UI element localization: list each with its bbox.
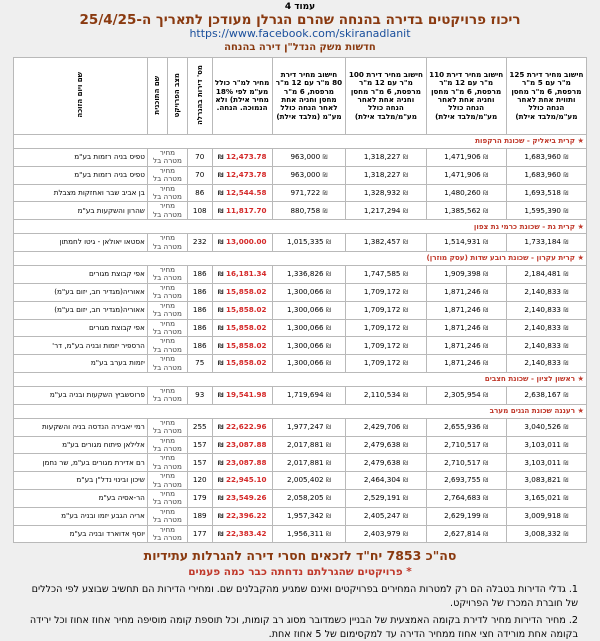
price-cell: ₪ 2,140,833 — [506, 301, 586, 319]
price-cell: ₪ 1,300,066 — [272, 283, 346, 301]
status-cell: מחיר מטרה בל — [147, 355, 187, 373]
status-cell: מחיר מטרה בל — [147, 386, 187, 404]
table-row — [14, 319, 587, 337]
project-name-cell: אאוריה(מגדיר חב, יזום בע"מ) — [14, 301, 148, 319]
price-per-sqm-cell: 15,858.02 ₪ — [212, 337, 272, 355]
table-row — [14, 490, 587, 508]
price-per-sqm-cell: 11,817.70 ₪ — [212, 202, 272, 220]
table-row — [14, 386, 587, 404]
price-cell: ₪ 2,710,517 — [426, 454, 506, 472]
footnotes — [22, 583, 578, 641]
price-cell: ₪ 2,655,936 — [426, 418, 506, 436]
status-cell: מחיר מטרה בל — [147, 283, 187, 301]
section-header-row — [14, 220, 587, 234]
column-header: מצב הפרויקט — [167, 58, 187, 135]
section-header-row — [14, 252, 587, 266]
price-cell: ₪ 1,471,906 — [426, 149, 506, 167]
price-per-sqm-cell: 12,544.58 ₪ — [212, 184, 272, 202]
table-row — [14, 149, 587, 167]
price-cell: ₪ 2,479,638 — [346, 454, 426, 472]
price-cell: ₪ 1,709,172 — [346, 337, 426, 355]
price-cell: ₪ 2,058,205 — [272, 490, 346, 508]
price-cell: ₪ 1,871,246 — [426, 337, 506, 355]
document-header — [0, 0, 600, 54]
status-cell: מחיר מטרה בל — [147, 266, 187, 284]
price-per-sqm-cell: 15,858.02 ₪ — [212, 355, 272, 373]
price-cell: ₪ 2,464,304 — [346, 472, 426, 490]
price-cell: ₪ 2,629,199 — [426, 507, 506, 525]
status-cell: מחיר מטרה בל — [147, 301, 187, 319]
status-cell: מחיר מטרה בל — [147, 319, 187, 337]
price-cell: ₪ 1,733,184 — [506, 234, 586, 252]
table-row — [14, 525, 587, 543]
price-cell: ₪ 1,709,172 — [346, 355, 426, 373]
units-count-cell: 179 — [187, 490, 212, 508]
project-name-cell: אלילאן פיתוח מגורים בע"מ — [14, 436, 148, 454]
price-cell: ₪ 1,977,247 — [272, 418, 346, 436]
units-count-cell: 189 — [187, 507, 212, 525]
price-per-sqm-cell: 12,473.78 ₪ — [212, 166, 272, 184]
column-header: שם התוכנית — [147, 58, 167, 135]
price-cell: ₪ 1,909,398 — [426, 266, 506, 284]
price-cell: ₪ 1,300,066 — [272, 355, 346, 373]
project-name-cell: רמי יאבירה הנדסה בניה והשקעות — [14, 418, 148, 436]
units-count-cell: 86 — [187, 184, 212, 202]
price-cell: ₪ 1,385,562 — [426, 202, 506, 220]
units-count-cell: 70 — [187, 166, 212, 184]
table-header-row — [14, 58, 587, 135]
price-cell: ₪ 1,217,294 — [346, 202, 426, 220]
units-count-cell: 186 — [187, 319, 212, 337]
price-cell: ₪ 1,709,172 — [346, 301, 426, 319]
project-name-cell: אפי קבוצת מגורים — [14, 266, 148, 284]
table-row — [14, 301, 587, 319]
units-count-cell: 70 — [187, 149, 212, 167]
project-name-cell: שהרון והשקעות בע"מ — [14, 202, 148, 220]
status-cell: מחיר מטרה בל — [147, 166, 187, 184]
status-cell: מחיר מטרה בל — [147, 507, 187, 525]
status-cell: מחיר מטרה בל — [147, 184, 187, 202]
units-count-cell: 186 — [187, 337, 212, 355]
project-name-cell: שיכון ובינוי נדל"ן בע"מ — [14, 472, 148, 490]
price-cell: ₪ 1,300,066 — [272, 337, 346, 355]
facebook-link[interactable]: https://www.facebook.com/skiranadlanit — [189, 27, 411, 40]
price-per-sqm-cell: 23,549.26 ₪ — [212, 490, 272, 508]
units-count-cell: 120 — [187, 472, 212, 490]
document-subtitle: חדשות משק הנדל"ן דירה בהנחה — [224, 42, 376, 53]
price-per-sqm-cell: 22,945.10 ₪ — [212, 472, 272, 490]
footnote-1: 1. גדלי הדירות בטבלה הם רק למטרות המחירים בפרויקטים ואינם שמגיע מהקבלנים שם. ומחירי הדירות הם תחשיב שבוצע לפי הכללים של חוברת המכרז של הפרויקט. — [31, 584, 578, 609]
price-per-sqm-cell: 13,000.00 ₪ — [212, 234, 272, 252]
price-cell: ₪ 1,328,932 — [346, 184, 426, 202]
section-header-row — [14, 404, 587, 418]
price-cell: ₪ 3,009,918 — [506, 507, 586, 525]
section-title: ★ קרית ביאליק - שכונת הרקפות — [14, 135, 587, 149]
price-cell: ₪ 1,957,342 — [272, 507, 346, 525]
price-cell: ₪ 1,719,694 — [272, 386, 346, 404]
table-row — [14, 472, 587, 490]
price-cell: ₪ 2,710,517 — [426, 436, 506, 454]
price-cell: ₪ 2,429,706 — [346, 418, 426, 436]
price-cell: ₪ 2,479,638 — [346, 436, 426, 454]
footnote-2: 2. מחיר הדירות מחיר לדירת בקומה האמצעית של הבניין כשמדובר מסוג רב קומות, וכל תוספת קומה מוסיפה מחיר אחוז אחוז וכל ירידה בקומה אחת מורידה חצי אחוז ממחיר הדירה עד למקסימום של 5 אחוז אחת. — [29, 615, 578, 640]
price-cell: ₪ 1,871,246 — [426, 283, 506, 301]
table-row — [14, 234, 587, 252]
price-cell: ₪ 3,008,332 — [506, 525, 586, 543]
price-cell: ₪ 1,318,227 — [346, 149, 426, 167]
status-cell: מחיר מטרה בל — [147, 234, 187, 252]
price-per-sqm-cell: 15,858.02 ₪ — [212, 319, 272, 337]
section-header-row — [14, 135, 587, 149]
status-cell: מחיר מטרה בל — [147, 490, 187, 508]
delayed-projects-note: * פרויקטים שהגרלתם נדחתה כבר כמה פעמים — [188, 566, 412, 579]
price-per-sqm-cell: 23,087.88 ₪ — [212, 454, 272, 472]
price-per-sqm-cell: 23,087.88 ₪ — [212, 436, 272, 454]
section-title: ★ רעננה שכונת הגנים מערב — [14, 404, 587, 418]
table-row — [14, 184, 587, 202]
price-cell: ₪ 1,300,066 — [272, 301, 346, 319]
units-count-cell: 157 — [187, 454, 212, 472]
project-name-cell: אסטאו יאולאן - גיטו לחמתון — [14, 234, 148, 252]
price-cell: ₪ 1,382,457 — [346, 234, 426, 252]
price-cell: ₪ 1,871,246 — [426, 319, 506, 337]
price-per-sqm-cell: 16,181.34 ₪ — [212, 266, 272, 284]
section-header-row — [14, 372, 587, 386]
price-cell: ₪ 2,140,833 — [506, 319, 586, 337]
units-count-cell: 186 — [187, 266, 212, 284]
units-count-cell: 177 — [187, 525, 212, 543]
units-count-cell: 93 — [187, 386, 212, 404]
price-cell: ₪ 1,871,246 — [426, 301, 506, 319]
price-cell: ₪ 3,165,021 — [506, 490, 586, 508]
status-cell: מחיר מטרה בל — [147, 337, 187, 355]
price-per-sqm-cell: 15,858.02 ₪ — [212, 301, 272, 319]
table-row — [14, 507, 587, 525]
section-title: ★ ראשון לציון - שכונת חצבים — [14, 372, 587, 386]
project-name-cell: יזמות בערב בע"מ — [14, 355, 148, 373]
price-cell: ₪ 1,683,960 — [506, 166, 586, 184]
price-cell: ₪ 2,017,881 — [272, 454, 346, 472]
status-cell: מחיר מטרה בל — [147, 436, 187, 454]
price-cell: ₪ 3,083,821 — [506, 472, 586, 490]
price-per-sqm-cell: 22,622.96 ₪ — [212, 418, 272, 436]
price-cell: ₪ 1,471,906 — [426, 166, 506, 184]
price-cell: ₪ 2,403,979 — [346, 525, 426, 543]
page-number-label: עמוד 4 — [284, 2, 316, 12]
price-cell: ₪ 2,529,191 — [346, 490, 426, 508]
project-name-cell: אפי קבוצת מגורים — [14, 319, 148, 337]
price-cell: ₪ 1,747,585 — [346, 266, 426, 284]
price-cell: ₪ 2,184,481 — [506, 266, 586, 284]
units-count-cell: 75 — [187, 355, 212, 373]
project-name-cell: הרספיר יזמות ובניה בע"מ, דר' — [14, 337, 148, 355]
column-header: חישוב מחיר דירת 100 מ"ר עם 12 מ"ר מרפסת, 6 מ"ר מחסן וחניה אחת לאחר הנחה כולל מע"מ/מלבד אילת) — [346, 58, 426, 135]
price-cell: ₪ 3,103,011 — [506, 436, 586, 454]
project-name-cell: פרוסשביץ השקעות ובניה בע"מ — [14, 386, 148, 404]
table-row — [14, 166, 587, 184]
price-cell: ₪ 2,305,954 — [426, 386, 506, 404]
price-cell: ₪ 2,627,814 — [426, 525, 506, 543]
price-cell: ₪ 2,110,534 — [346, 386, 426, 404]
price-cell: ₪ 1,709,172 — [346, 283, 426, 301]
document-title: ריכוז פרויקטים בדירה בהנחה שהרם הגרלן מעודכן לתאריך ה-25/4/25 — [79, 12, 521, 28]
price-cell: ₪ 1,300,066 — [272, 319, 346, 337]
price-cell: ₪ 3,040,526 — [506, 418, 586, 436]
units-count-cell: 108 — [187, 202, 212, 220]
price-cell: ₪ 2,638,167 — [506, 386, 586, 404]
units-count-cell: 157 — [187, 436, 212, 454]
table-row — [14, 454, 587, 472]
section-title: ★ קרית גת - שכונת כרמי גת צפון — [14, 220, 587, 234]
status-cell: מחיר מטרה בל — [147, 525, 187, 543]
section-title: ★ קרית עקרון - שכונת רובע שדות (עסק מוזרן) — [14, 252, 587, 266]
price-cell: ₪ 2,764,683 — [426, 490, 506, 508]
table-row — [14, 337, 587, 355]
units-count-cell: 186 — [187, 301, 212, 319]
price-cell: ₪ 1,318,227 — [346, 166, 426, 184]
project-name-cell: בן אביב שבר ואחזקות מצבלת — [14, 184, 148, 202]
price-cell: ₪ 1,693,518 — [506, 184, 586, 202]
price-cell: ₪ 1,683,960 — [506, 149, 586, 167]
table-row — [14, 283, 587, 301]
price-per-sqm-cell: 12,473.78 ₪ — [212, 149, 272, 167]
project-name-cell: טפיס בניה רזמות בע"מ — [14, 149, 148, 167]
units-count-cell: 186 — [187, 283, 212, 301]
project-name-cell: אריה הגבע יזמו ובניה בע"מ — [14, 507, 148, 525]
price-cell: ₪ 2,405,247 — [346, 507, 426, 525]
price-cell: ₪ 880,758 — [272, 202, 346, 220]
price-cell: ₪ 3,103,011 — [506, 454, 586, 472]
units-count-cell: 255 — [187, 418, 212, 436]
price-per-sqm-cell: 15,858.02 ₪ — [212, 283, 272, 301]
price-per-sqm-cell: 19,541.98 ₪ — [212, 386, 272, 404]
price-cell: ₪ 1,871,246 — [426, 355, 506, 373]
price-cell: ₪ 2,140,833 — [506, 337, 586, 355]
price-cell: ₪ 2,140,833 — [506, 355, 586, 373]
price-cell: ₪ 1,709,172 — [346, 319, 426, 337]
status-cell: מחיר מטרה בל — [147, 454, 187, 472]
price-cell: ₪ 2,005,402 — [272, 472, 346, 490]
price-cell: ₪ 1,480,260 — [426, 184, 506, 202]
price-per-sqm-cell: 22,396.22 ₪ — [212, 507, 272, 525]
price-cell: ₪ 1,336,826 — [272, 266, 346, 284]
status-cell: מחיר מטרה בל — [147, 202, 187, 220]
project-name-cell: אאוריה(מגדיר חב, יזום בע"מ) — [14, 283, 148, 301]
total-units-line: סה"כ 7853 יח"ד לזכאים חסרי דירה להגרלות עתידיות — [143, 548, 457, 564]
price-cell: ₪ 1,956,311 — [272, 525, 346, 543]
status-cell: מחיר מטרה בל — [147, 418, 187, 436]
project-name-cell: טפיס בניה רזמות בע"מ — [14, 166, 148, 184]
column-header: חישוב מחיר דירת 125 מ"ר עם 5 מ"ר מרפסת, 6 מ"ר מחסן ותווית אחת לאחר הנחה כולל מע"מ/מלבד אילת) — [506, 58, 586, 135]
price-cell: ₪ 963,000 — [272, 166, 346, 184]
column-header: חישוב מחיר דירת 80 מ"ר עם 12 מ"ר מרפסת, 6 מ"ר מחסן וחניה אחת לאחר הנחה כולל מע"מ (מלבד אילת) — [272, 58, 346, 135]
price-cell: ₪ 2,017,881 — [272, 436, 346, 454]
project-name-cell: הר-אסיה בע"מ — [14, 490, 148, 508]
column-header-price-per-sqm: מחיר למ"ר כולל מע"מ לפי 18% מחיר אילת) ולא הנמוכה. הנחה. — [212, 58, 272, 135]
price-per-sqm-cell: 22,383.42 ₪ — [212, 525, 272, 543]
price-cell: ₪ 971,722 — [272, 184, 346, 202]
price-cell: ₪ 1,514,931 — [426, 234, 506, 252]
table-row — [14, 418, 587, 436]
project-name-cell: יוסף אדוארד ובניה בע"מ — [14, 525, 148, 543]
projects-table — [13, 57, 587, 543]
table-row — [14, 266, 587, 284]
units-count-cell: 232 — [187, 234, 212, 252]
table-row — [14, 436, 587, 454]
table-row — [14, 355, 587, 373]
price-cell: ₪ 1,595,390 — [506, 202, 586, 220]
status-cell: מחיר מטרה בל — [147, 472, 187, 490]
column-header: חישוב מחיר דירת 110 מ"ר עם 12 מ"ר מרפסת, 6 מ"ר מחסן וחניה אחת לאחר הנחה כולל מע"מ/מלבד אילת) — [426, 58, 506, 135]
status-cell: מחיר מטרה בל — [147, 149, 187, 167]
price-cell: ₪ 2,140,833 — [506, 283, 586, 301]
price-cell: ₪ 2,693,755 — [426, 472, 506, 490]
price-cell: ₪ 963,000 — [272, 149, 346, 167]
column-header: מס' דירות בהגרלה — [187, 58, 212, 135]
column-header: שם ויום הזוכה — [14, 58, 148, 135]
table-row — [14, 202, 587, 220]
project-name-cell: רם אדירת מגורים בע"מ, שר נחמן — [14, 454, 148, 472]
price-cell: ₪ 1,015,335 — [272, 234, 346, 252]
